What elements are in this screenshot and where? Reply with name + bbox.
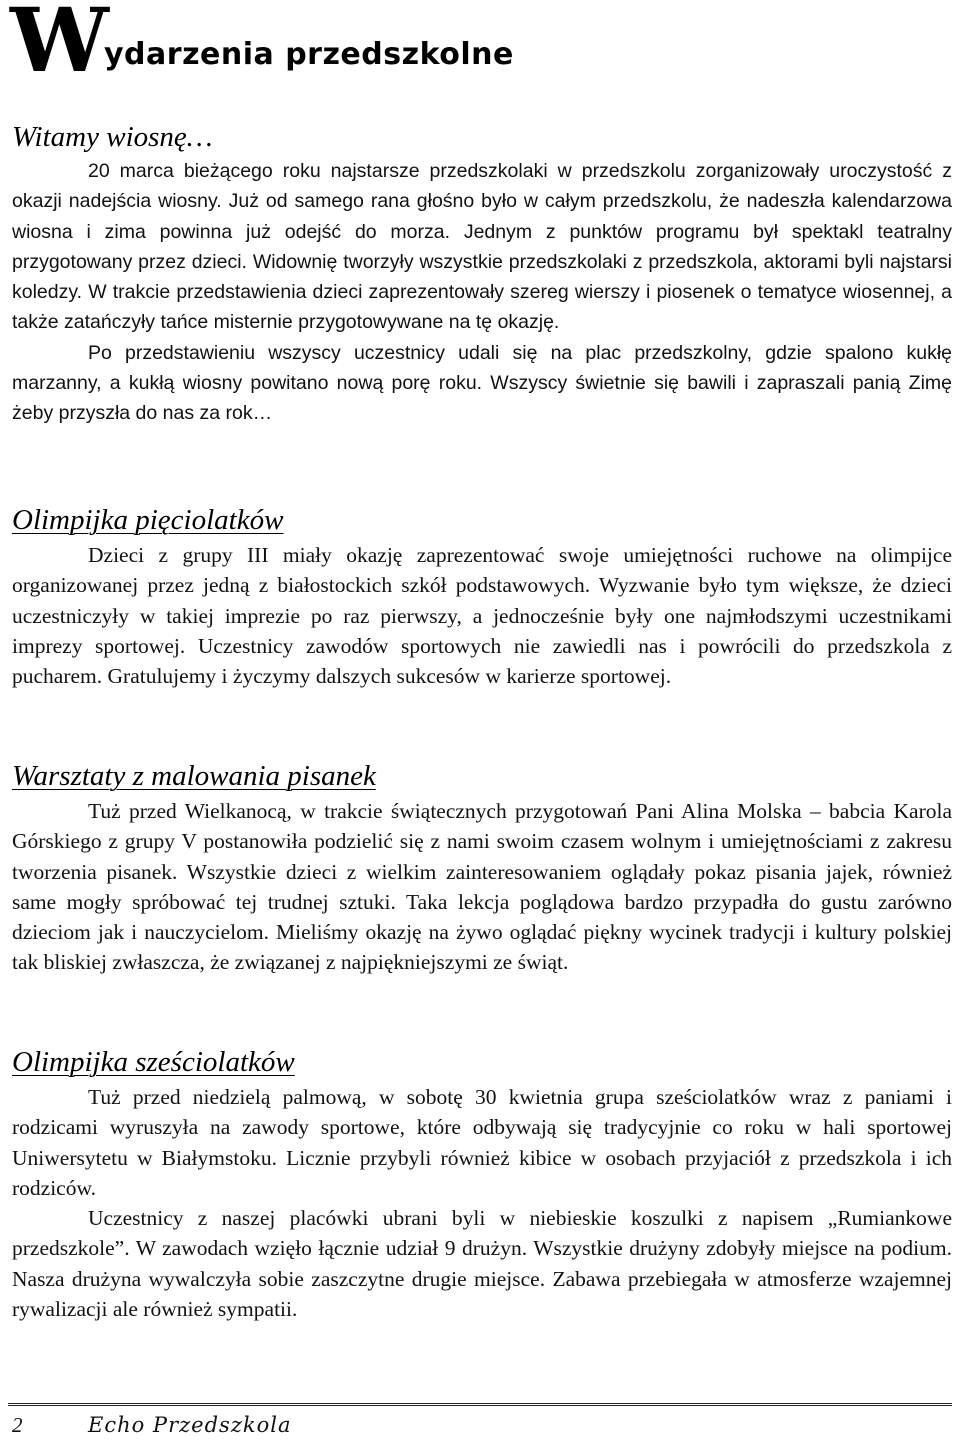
footer-magazine-name: Echo Przedszkola: [88, 1413, 292, 1437]
section-paragraph: Uczestnicy z naszej placówki ubrani byli w niebieskie koszulki z napisem „Rumiankowe przedszkole”. W zawodach wzięło łącznie udział 9 drużyn. Wszystkie drużyny zdobyły miejsce na podium. Nasza drużyna wywalczyła sobie zaszczytne drugie miejsce. Zabawa przebiegała w atmosferze wzajemnej rywalizacji ale również sympatii.: [12, 1206, 952, 1322]
title-initial: W: [10, 0, 105, 92]
section-paragraph: 20 marca bieżącego roku najstarsze przedszkolaki w przedszkolu zorganizowały uroczystość z okazji nadejścia wiosny. Już od samego rana głośno było w całym przedszkolu, że nadeszła kalendarzowa wiosna i zima powinna już odejść do morza. Jednym z punktów programu był spektakl teatralny przygotowany przez dzieci. Widownię tworzyły wszystkie przedszkolaki z przedszkola, aktorami byli najstarsi koledzy. W trakcie przedstawienia dzieci zaprezentowały szereg wierszy i piosenek o tematyce wiosennej, a także zatańczyły tańce misternie przygotowywane na tę okazję.: [12, 160, 952, 334]
section-olimpijka-pieciolatkow: [12, 503, 952, 691]
section-warsztaty-pisanki: [12, 759, 952, 978]
title-rest: ydarzenia przedszkolne: [104, 37, 514, 72]
section-paragraph: Tuż przed niedzielą palmową, w sobotę 30 kwietnia grupa sześciolatków wraz z paniami i rodzicami wyruszyła na zawody sportowe, które odbywają się tradycyjnie co roku w hali sportowej Uniwersytetu w Białymstoku. Licznie przybyli również kibice w osobach przyjaciół z przedszkola i ich rodziców.: [12, 1085, 952, 1200]
section-witamy-wiosne: [12, 120, 952, 429]
section-heading: Witamy wiosnę…: [12, 121, 213, 153]
section-paragraph: Tuż przed Wielkanocą, w trakcie świątecznych przygotowań Pani Alina Molska – babcia Karola Górskiego z grupy V postanowiła podzielić się z nami swoim czasem wolnym i umiejętnościami z zakresu tworzenia pisanek. Wszystkie dzieci z wielkim zainteresowaniem oglądały pokaz pisania jajek, również same mogły spróbować tej trudnej sztuki. Taka lekcja poglądowa bardzo przypadła do gustu zarówno dzieciom jak i nauczycielom. Mieliśmy okazję na żywo oglądać piękny wycinek tradycji i kultury polskiej tak bliskiej zwłaszcza, że związanej z najpiękniejszymi ze świąt.: [12, 799, 952, 975]
footer-divider: [8, 1403, 952, 1406]
section-paragraph: Dzieci z grupy III miały okazję zaprezentować swoje umiejętności ruchowe na olimpijce organizowanej przez jedną z białostockich szkół podstawowych. Wyzwanie było tym większe, że dzieci uczestniczyły w takiej imprezie po raz pierwszy, a jednocześnie były one najmłodszymi uczestnikami imprezy sportowej. Uczestnicy zawodów sportowych nie zawiedli nas i powrócili do przedszkola z pucharem. Gratulujemy i życzymy dalszych sukcesów w karierze sportowej.: [12, 543, 952, 689]
section-heading: Olimpijka sześciolatków: [12, 1046, 295, 1078]
section-olimpijka-szesciolatkow: [12, 1045, 952, 1324]
page-title: [8, 0, 948, 90]
section-heading: Olimpijka pięciolatków: [12, 504, 284, 536]
footer-page-number: 2: [12, 1413, 23, 1437]
section-heading: Warsztaty z malowania pisanek: [12, 760, 376, 792]
section-paragraph: Po przedstawieniu wszyscy uczestnicy udali się na plac przedszkolny, gdzie spalono kukłę marzanny, a kukłą wiosny powitano nową porę roku. Wszyscy świetnie się bawili i zapraszali panią Zimę żeby przyszła do nas za rok…: [12, 341, 952, 425]
